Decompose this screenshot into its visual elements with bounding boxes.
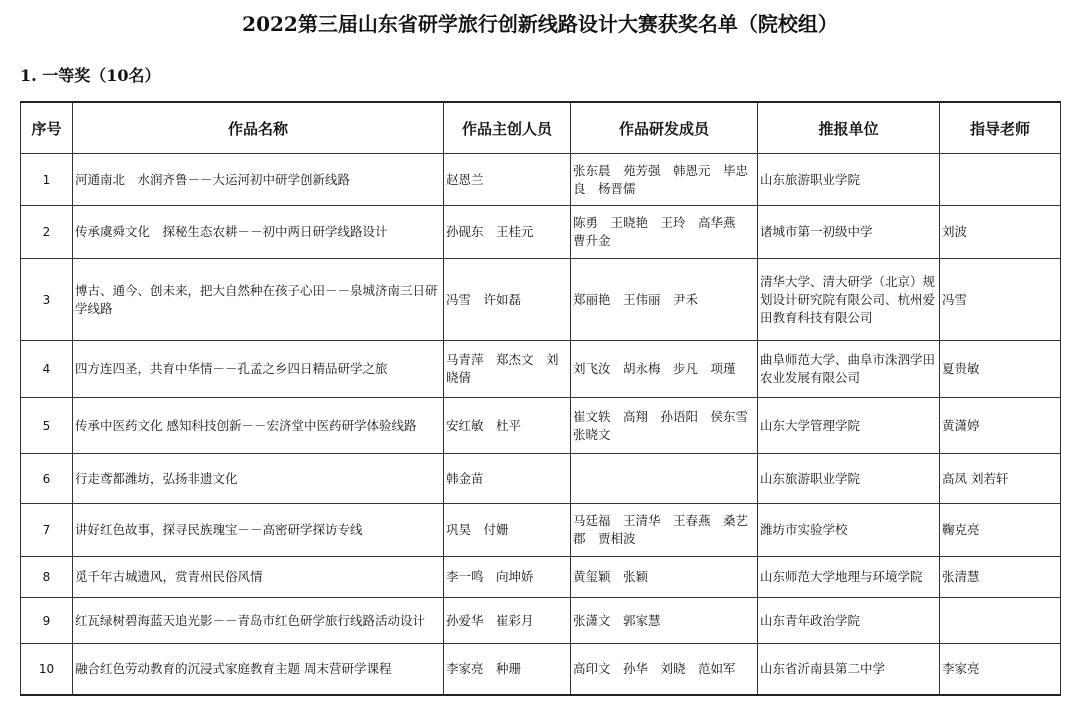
cell-work-name: 河通南北 水润齐鲁－－大运河初中研学创新线路 [73,154,444,206]
cell-lead-creators: 孙砚东 王桂元 [444,206,571,259]
cell-developers [571,454,758,504]
header-lead-creators: 作品主创人员 [444,102,571,154]
cell-index: 1 [21,154,73,206]
cell-lead-creators: 韩金苗 [444,454,571,504]
table-row [21,557,1061,598]
cell-unit: 诸城市第一初级中学 [758,206,940,259]
table-row [21,644,1061,695]
section-heading: 1. 一等奖（10名） [20,66,161,85]
cell-unit: 曲阜师范大学、曲阜市洙泗学田农业发展有限公司 [758,341,940,398]
table-row [21,454,1061,504]
cell-lead-creators: 安红敏 杜平 [444,398,571,454]
cell-unit: 山东旅游职业学院 [758,454,940,504]
cell-work-name: 讲好红色故事，探寻民族瑰宝－－高密研学探访专线 [73,504,444,557]
table-row [21,504,1061,557]
cell-developers: 陈勇 王晓艳 王玲 高华燕 曹升金 [571,206,758,259]
cell-unit: 山东师范大学地理与环境学院 [758,557,940,598]
cell-work-name: 传承虞舜文化 探秘生态农耕－－初中两日研学线路设计 [73,206,444,259]
cell-lead-creators: 巩昊 付姗 [444,504,571,557]
cell-advisor: 夏贵敏 [940,341,1061,398]
cell-index: 9 [21,598,73,644]
table-row [21,341,1061,398]
cell-advisor [940,154,1061,206]
header-unit: 推报单位 [758,102,940,154]
cell-unit: 山东旅游职业学院 [758,154,940,206]
cell-developers: 高印文 孙华 刘晓 范如军 [571,644,758,695]
cell-advisor: 鞠克亮 [940,504,1061,557]
cell-unit: 山东省沂南县第二中学 [758,644,940,695]
cell-lead-creators: 马青萍 郑杰文 刘晓倩 [444,341,571,398]
table-row [21,259,1061,341]
cell-advisor: 黄潇婷 [940,398,1061,454]
cell-work-name: 红瓦绿树碧海蓝天追光影－－青岛市红色研学旅行线路活动设计 [73,598,444,644]
cell-advisor: 刘波 [940,206,1061,259]
cell-index: 4 [21,341,73,398]
cell-advisor: 李家亮 [940,644,1061,695]
cell-developers: 张潇文 郭家慧 [571,598,758,644]
cell-lead-creators: 赵恩兰 [444,154,571,206]
cell-advisor: 张清慧 [940,557,1061,598]
cell-lead-creators: 李一鸣 向坤娇 [444,557,571,598]
table-header-row [21,102,1061,154]
cell-advisor: 高凤 刘若轩 [940,454,1061,504]
table-row [21,398,1061,454]
cell-advisor [940,598,1061,644]
cell-developers: 黄玺颖 张颖 [571,557,758,598]
header-work-name: 作品名称 [73,102,444,154]
table-row [21,154,1061,206]
cell-index: 2 [21,206,73,259]
cell-advisor: 冯雪 [940,259,1061,341]
cell-index: 3 [21,259,73,341]
cell-lead-creators: 孙爱华 崔彩月 [444,598,571,644]
cell-developers: 崔文轶 高翔 孙语阳 侯东雪 张晓文 [571,398,758,454]
cell-unit: 潍坊市实验学校 [758,504,940,557]
cell-work-name: 传承中医药文化 感知科技创新－－宏济堂中医药研学体验线路 [73,398,444,454]
cell-unit: 山东青年政治学院 [758,598,940,644]
cell-index: 7 [21,504,73,557]
table-row [21,206,1061,259]
header-index: 序号 [21,102,73,154]
cell-lead-creators: 李家亮 种珊 [444,644,571,695]
cell-developers: 马廷福 王清华 王春燕 桑艺郡 贾相波 [571,504,758,557]
cell-work-name: 四方连四圣，共育中华情－－孔孟之乡四日精品研学之旅 [73,341,444,398]
cell-index: 10 [21,644,73,695]
awards-table [20,101,1061,696]
cell-index: 6 [21,454,73,504]
header-advisor: 指导老师 [940,102,1061,154]
cell-developers: 刘飞汝 胡永梅 步凡 项瑾 [571,341,758,398]
header-developers: 作品研发成员 [571,102,758,154]
cell-work-name: 博古、通今、创未来，把大自然种在孩子心田－－泉城济南三日研学线路 [73,259,444,341]
cell-lead-creators: 冯雪 许如磊 [444,259,571,341]
cell-work-name: 觅千年古城遗风，赏青州民俗风情 [73,557,444,598]
cell-index: 5 [21,398,73,454]
table-row [21,598,1061,644]
cell-unit: 山东大学管理学院 [758,398,940,454]
cell-work-name: 融合红色劳动教育的沉浸式家庭教育主题 周末营研学课程 [73,644,444,695]
page-title: 2022第三届山东省研学旅行创新线路设计大赛获奖名单（院校组） [242,12,838,36]
cell-work-name: 行走鸢都潍坊，弘扬非遗文化 [73,454,444,504]
cell-unit: 清华大学、清大研学（北京）规划设计研究院有限公司、杭州爱田教育科技有限公司 [758,259,940,341]
cell-developers: 郑丽艳 王伟丽 尹禾 [571,259,758,341]
cell-developers: 张东晨 苑芳强 韩恩元 毕忠良 杨晋儒 [571,154,758,206]
cell-index: 8 [21,557,73,598]
